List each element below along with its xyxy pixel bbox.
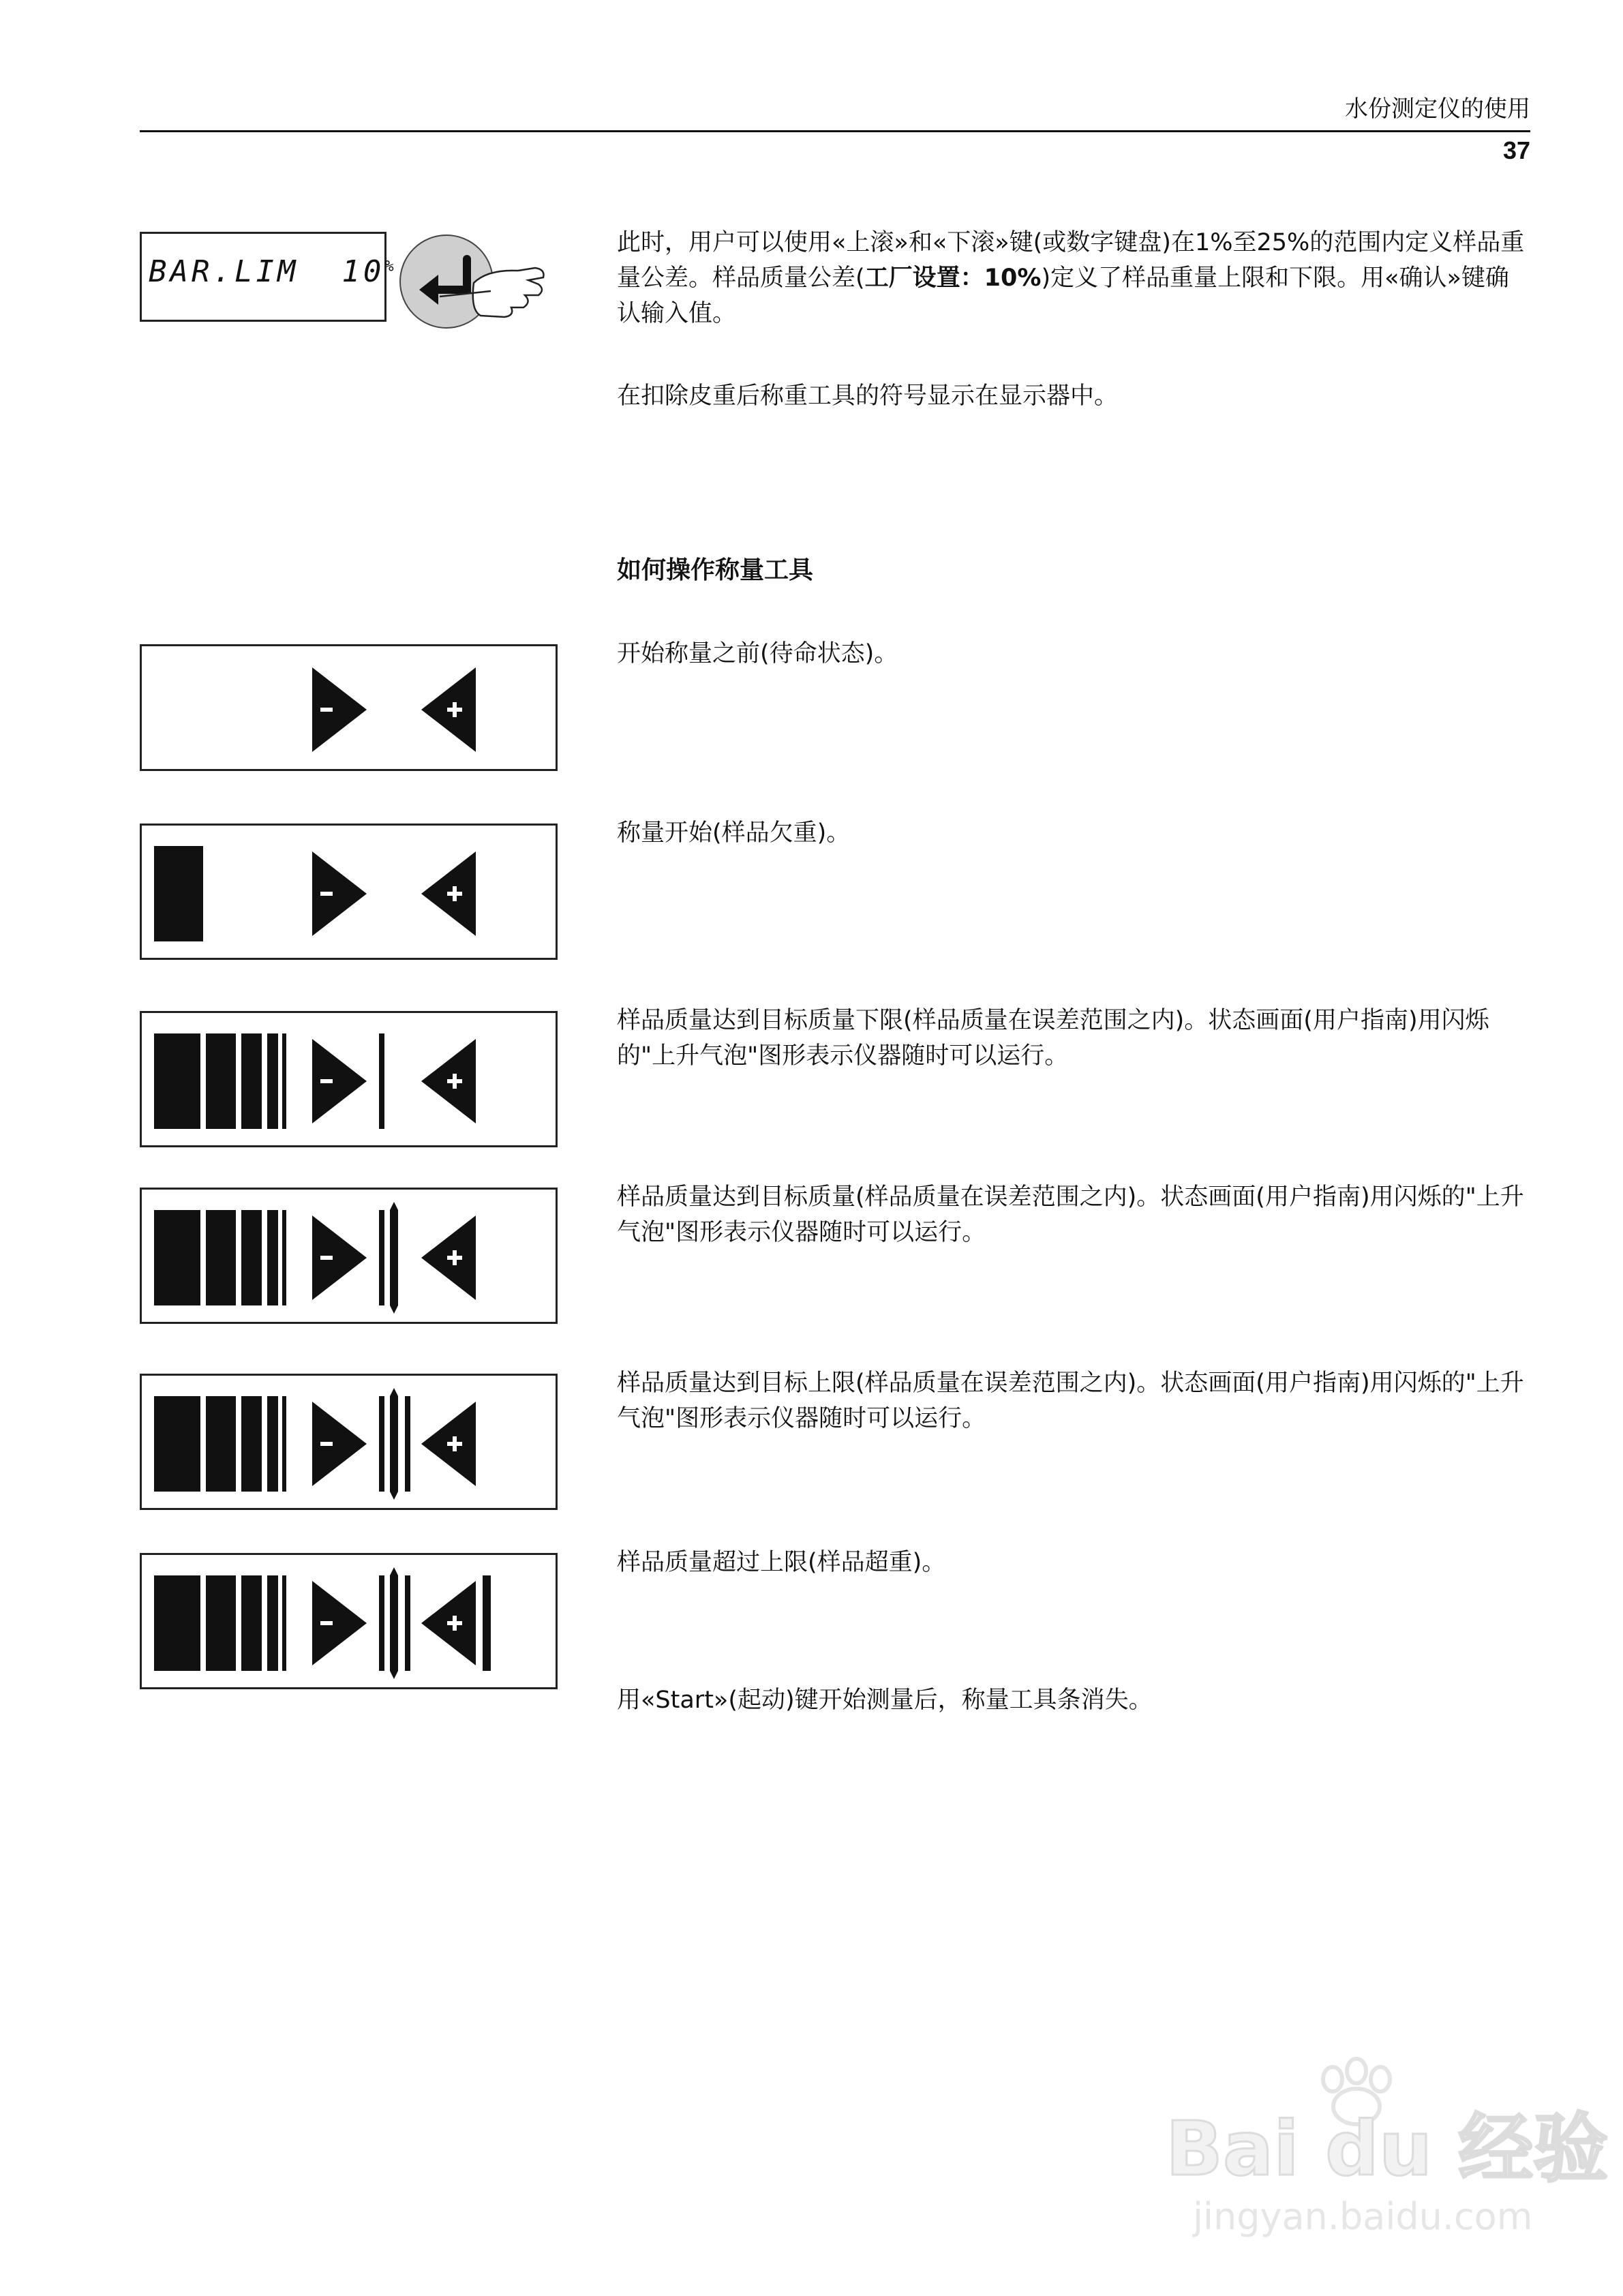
progress-bar bbox=[282, 1575, 286, 1671]
weighing-display-4 bbox=[140, 1188, 558, 1324]
minus-icon bbox=[320, 1256, 333, 1260]
progress-bar bbox=[282, 1396, 286, 1492]
progress-bar bbox=[241, 1575, 262, 1671]
plus-icon bbox=[453, 1074, 457, 1089]
weighing-display-graphic bbox=[142, 826, 560, 962]
weighing-display-graphic bbox=[142, 646, 560, 773]
lower-limit-bar bbox=[379, 1575, 384, 1671]
weighing-state-description: 样品质量达到目标质量(样品质量在误差范围之内)。状态画面(用户指南)用闪烁的"上升气泡"图形表示仪器随时可以运行。 bbox=[617, 1183, 1524, 1246]
lower-limit-bar bbox=[379, 1396, 384, 1492]
progress-block bbox=[154, 1210, 200, 1305]
progress-bar bbox=[206, 1210, 236, 1305]
page-number: 37 bbox=[1502, 136, 1530, 164]
weighing-display-graphic bbox=[142, 1376, 560, 1512]
plus-icon bbox=[453, 1436, 457, 1451]
minus-icon bbox=[320, 1621, 333, 1625]
weighing-display-graphic bbox=[142, 1555, 560, 1691]
progress-bar bbox=[206, 1575, 236, 1671]
progress-bar bbox=[267, 1575, 278, 1671]
weighing-state-description: 样品质量达到目标上限(样品质量在误差范围之内)。状态画面(用户指南)用闪烁的"上升气泡"图形表示仪器随时可以运行。 bbox=[617, 1370, 1524, 1432]
progress-bar bbox=[241, 1396, 262, 1492]
weighing-display-3 bbox=[140, 1011, 558, 1147]
target-bar bbox=[390, 1202, 398, 1314]
svg-text:jingyan.baidu.com: jingyan.baidu.com bbox=[1193, 2195, 1533, 2238]
progress-bar bbox=[206, 1033, 236, 1129]
progress-block bbox=[154, 1575, 200, 1671]
weighing-display-6 bbox=[140, 1553, 558, 1689]
progress-bar bbox=[241, 1033, 262, 1129]
weighing-display-2 bbox=[140, 824, 558, 960]
minus-icon bbox=[320, 1079, 333, 1083]
overweight-bar bbox=[483, 1575, 491, 1671]
baidu-jingyan-watermark bbox=[1152, 2059, 1609, 2243]
progress-block bbox=[154, 846, 203, 941]
plus-icon bbox=[453, 1250, 457, 1265]
minus-icon bbox=[320, 708, 333, 712]
barlim-display-text: BAR.LIM 10% bbox=[149, 254, 397, 289]
minus-icon bbox=[320, 892, 333, 896]
progress-bar bbox=[267, 1210, 278, 1305]
weighing-display-5 bbox=[140, 1374, 558, 1510]
weighing-state-description: 开始称量之前(待命状态)。 bbox=[617, 640, 898, 667]
barlim-display bbox=[140, 232, 397, 322]
weighing-display-graphic bbox=[142, 1190, 560, 1326]
weighing-display-1 bbox=[140, 644, 558, 771]
target-bar bbox=[390, 1567, 398, 1679]
enter-key-icon bbox=[399, 228, 562, 337]
plus-icon bbox=[453, 702, 457, 717]
progress-bar bbox=[282, 1033, 286, 1129]
header-rule bbox=[140, 130, 1530, 132]
running-header-title: 水份测定仪的使用 bbox=[1345, 95, 1530, 123]
lower-limit-bar bbox=[379, 1210, 384, 1305]
progress-bar bbox=[241, 1210, 262, 1305]
progress-bar bbox=[206, 1396, 236, 1492]
progress-bar bbox=[267, 1396, 278, 1492]
section-heading: 如何操作称量工具 bbox=[617, 556, 814, 584]
weighing-state-description: 样品质量超过上限(样品超重)。 bbox=[617, 1549, 946, 1576]
upper-limit-bar bbox=[405, 1575, 410, 1671]
weighing-state-description: 样品质量达到目标质量下限(样品质量在误差范围之内)。状态画面(用户指南)用闪烁的"上升气泡"图形表示仪器随时可以运行。 bbox=[617, 1007, 1489, 1070]
intro-paragraph-1: 此时，用户可以使用«上滚»和«下滚»键(或数字键盘)在1%至25%的范围内定义样品重量公差。样品质量公差(工厂设置：10%)定义了样品重量上限和下限。用«确认»键确认输入值。 bbox=[617, 229, 1525, 327]
intro-paragraph-2: 在扣除皮重后称重工具的符号显示在显示器中。 bbox=[617, 382, 1119, 410]
plus-icon bbox=[453, 1616, 457, 1631]
svg-text:Bai du 经验: Bai du 经验 bbox=[1166, 2105, 1609, 2192]
target-bar bbox=[390, 1388, 398, 1500]
progress-bar bbox=[267, 1033, 278, 1129]
progress-block bbox=[154, 1033, 200, 1129]
minus-icon bbox=[320, 1442, 333, 1446]
weighing-state-description: 称量开始(样品欠重)。 bbox=[617, 819, 851, 847]
footer-note: 用«Start»(起动)键开始测量后，称量工具条消失。 bbox=[617, 1687, 1153, 1714]
progress-bar bbox=[282, 1210, 286, 1305]
weighing-display-graphic bbox=[142, 1013, 560, 1149]
lower-limit-bar bbox=[379, 1033, 384, 1129]
upper-limit-bar bbox=[405, 1396, 410, 1492]
progress-block bbox=[154, 1396, 200, 1492]
plus-icon bbox=[453, 886, 457, 901]
